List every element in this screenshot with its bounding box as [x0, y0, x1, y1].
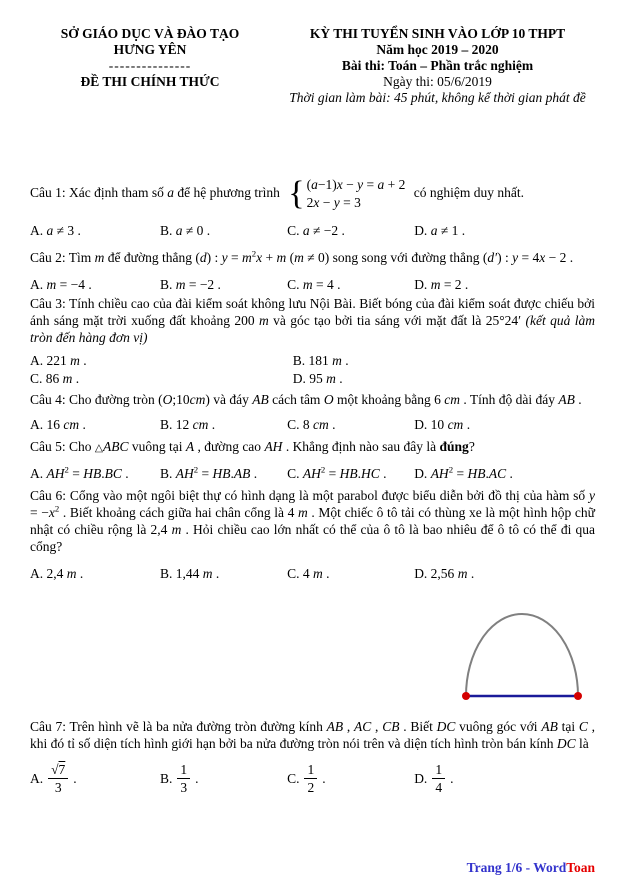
question-1-options	[30, 222, 595, 239]
q5-option-d: D. $AH^2 = HB.AC$ .	[414, 464, 513, 481]
header-right-block	[270, 26, 605, 106]
q4-option-b: B. 12 cm .	[159, 417, 216, 432]
question-2-options	[30, 276, 595, 293]
q1-option-d: D. a ≠ 1 .	[414, 223, 466, 238]
page-number: Trang 1/6 - Word	[466, 860, 567, 875]
q3-option-a: A. 221 m .	[30, 353, 87, 368]
q2-option-a: A. m = −4 .	[30, 277, 92, 292]
q2-option-b: B. m = −2 .	[159, 277, 221, 292]
province-name: HƯNG YÊN	[113, 42, 187, 57]
department-name: SỞ GIÁO DỤC VÀ ĐÀO TẠO	[60, 26, 240, 41]
question-4: Câu 4: Cho đường tròn (O;10cm) và đáy AB cách tâm O một khoảng bằng 6 cm . Tính độ dài đáy AB .	[30, 392, 582, 407]
fraction-denominator: 4	[432, 778, 445, 795]
option-suffix: .	[195, 770, 199, 786]
q6-option-c: C. 4 m .	[287, 566, 330, 581]
q6-option-d: D. 2,56 m .	[414, 566, 475, 581]
official-exam-label: ĐỀ THI CHÍNH THỨC	[80, 74, 220, 89]
fraction-numerator: 1	[307, 762, 315, 777]
brace-glyph: {	[288, 175, 305, 212]
parabola-arch-figure	[452, 606, 592, 702]
exam-title: KỲ THI TUYỂN SINH VÀO LỚP 10 THPT	[309, 26, 566, 41]
brand-name: Toan	[566, 860, 595, 875]
subject-line: Bài thi: Toán – Phần trắc nghiệm	[341, 58, 534, 73]
figure-wrap	[452, 606, 592, 702]
q3-option-b: B. 181 m .	[292, 353, 349, 368]
question-5: Câu 5: Cho △ABC vuông tại A , đường cao AH . Khẳng định nào sau đây là đúng?	[30, 439, 475, 454]
fraction	[177, 762, 190, 795]
fraction	[304, 762, 317, 795]
q1-option-c: C. a ≠ −2 .	[287, 223, 345, 238]
q3-option-c: C. 86 m .	[30, 371, 80, 386]
fraction-denominator: 3	[177, 778, 190, 795]
option-label: A.	[30, 770, 44, 786]
exam-body	[30, 176, 595, 795]
q3-option-d: D. 95 m .	[292, 371, 343, 386]
question-2: Câu 2: Tìm m để đường thẳng (d) : $y = m^2x + m$ (m ≠ 0) song song với đường thẳng (d′) : y = 4x − 2 .	[30, 248, 574, 265]
question-3-options	[30, 352, 595, 387]
question-7-options	[30, 762, 595, 795]
page-footer	[467, 860, 595, 876]
right-endpoint-dot	[574, 692, 582, 700]
option-label: B.	[159, 770, 173, 786]
question-5-options	[30, 465, 595, 482]
equation-1: (a−1)x − y = a + 2	[306, 177, 406, 192]
q7-option-a	[30, 762, 160, 795]
fraction-denominator: 3	[48, 778, 68, 795]
fraction-numerator: √7	[51, 762, 66, 777]
question-1-outro: có nghiệm duy nhất.	[413, 185, 524, 201]
question-6: Câu 6: Cổng vào một ngôi biệt thự có hình dạng là một parabol được biểu diễn bởi đồ thị của hàm số $y = -x^2$ . Biết khoảng cách giữa hai chân cổng là 4 m . Một chiếc ô tô tải có thùng xe là một hình hộp chữ nhật có chiều rộng là 2,4 m . Hỏi chiều cao lớn nhất có thể của ô tô là bao nhiêu để ô tô có thể đi qua cổng?	[30, 488, 595, 554]
question-7: Câu 7: Trên hình vẽ là ba nửa đường tròn đường kính AB , AC , CB . Biết DC vuông góc với AB tại C , khi đó tỉ số diện tích hình giới hạn bởi ba nửa đường tròn nói trên và diện tích hình tròn bán kính DC là	[30, 719, 596, 751]
option-suffix: .	[322, 770, 326, 786]
q6-option-a: A. 2,4 m .	[30, 566, 84, 581]
option-label: C.	[287, 770, 300, 786]
q4-option-c: C. 8 cm .	[287, 417, 336, 432]
question-1	[30, 176, 595, 212]
q4-option-a: A. 16 cm .	[30, 417, 86, 432]
exam-date: Ngày thi: 05/6/2019	[383, 74, 492, 89]
question-6-options	[30, 565, 595, 582]
q7-option-d	[414, 762, 595, 795]
fraction-numerator: 1	[180, 762, 188, 777]
equation-2: 2x − y = 3	[306, 195, 361, 210]
exam-duration: Thời gian làm bài: 45 phút, không kể thời gian phát đề	[289, 90, 586, 105]
option-suffix: .	[450, 770, 454, 786]
fraction	[48, 762, 68, 795]
option-suffix: .	[73, 770, 77, 786]
fraction-numerator: 1	[435, 762, 443, 777]
page-header	[0, 0, 625, 106]
q1-option-b: B. a ≠ 0 .	[159, 223, 211, 238]
q2-option-c: C. m = 4 .	[287, 277, 341, 292]
q2-option-d: D. m = 2 .	[414, 277, 469, 292]
header-separator: ---------------	[108, 58, 192, 73]
arch-curve	[466, 614, 578, 696]
school-year: Năm học 2019 – 2020	[376, 42, 499, 57]
q6-option-b: B. 1,44 m .	[159, 566, 220, 581]
question-4-options	[30, 416, 595, 433]
question-1-intro: Câu 1: Xác định tham số a để hệ phương trình	[30, 185, 280, 201]
header-left-block	[30, 26, 270, 106]
q1-option-a: A. a ≠ 3 .	[30, 223, 81, 238]
q7-option-b	[160, 762, 287, 795]
q5-option-b: B. $AH^2 = HB.AB$ .	[159, 464, 258, 481]
question-3: Câu 3: Tính chiều cao của đài kiểm soát không lưu Nội Bài. Biết bóng của đài kiểm soát được chiếu bởi ánh sáng mặt trời xuống đất khoảng 200 m và góc tạo bởi tia sáng với mặt đất là 25°24′ (kết quả làm tròn đến hàng đơn vị)	[30, 296, 596, 345]
fraction-denominator: 2	[304, 778, 317, 795]
q5-option-c: C. $AH^2 = HB.HC$ .	[287, 464, 387, 481]
left-endpoint-dot	[462, 692, 470, 700]
equation-system	[288, 176, 405, 212]
option-label: D.	[414, 770, 428, 786]
q5-option-a: A. $AH^2 = HB.BC$ .	[30, 464, 129, 481]
q4-option-d: D. 10 cm .	[414, 417, 471, 432]
q7-option-c	[287, 762, 414, 795]
fraction	[432, 762, 445, 795]
